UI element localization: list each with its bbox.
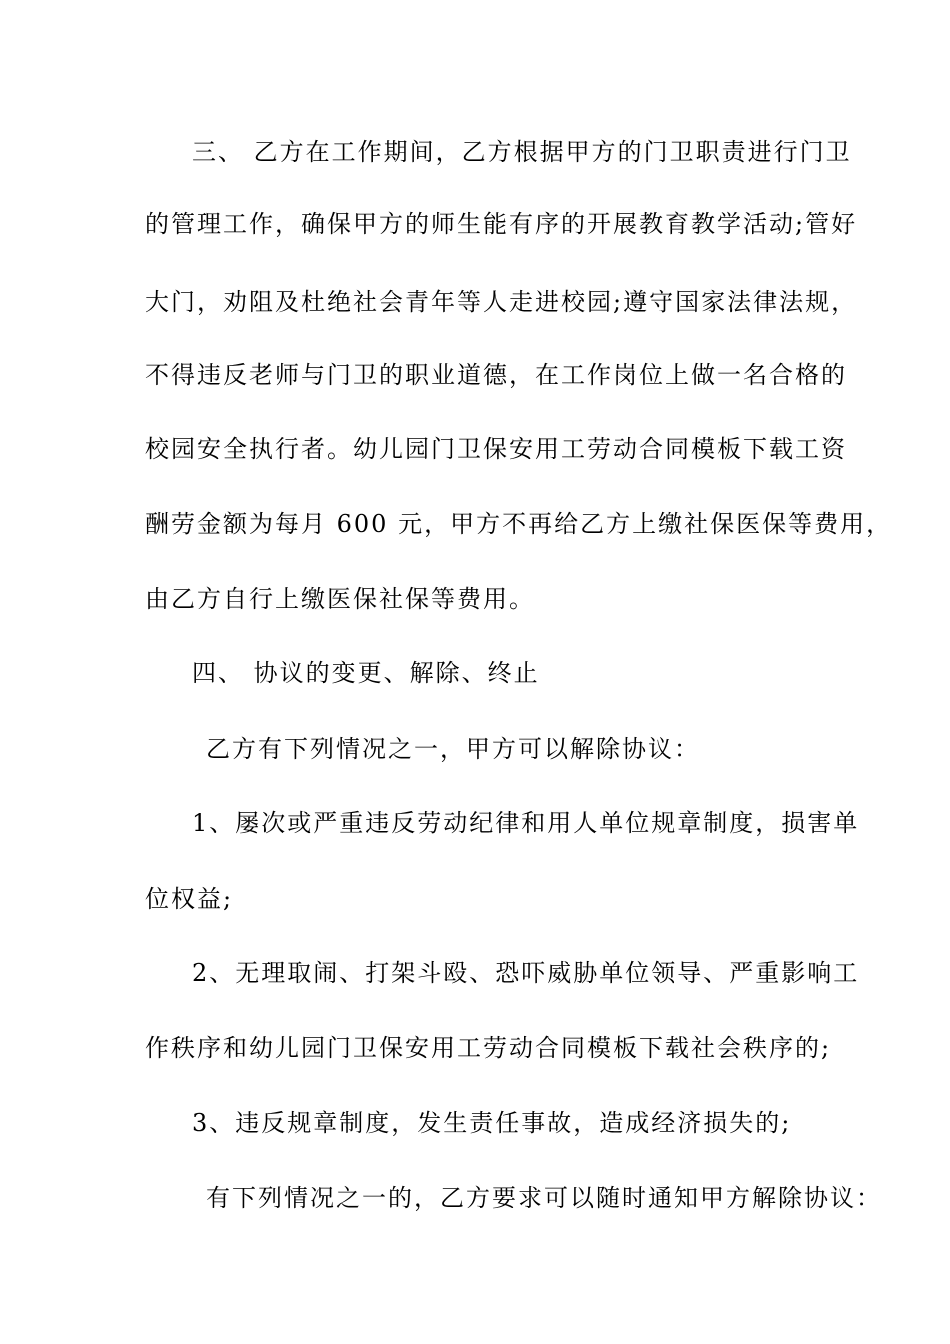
list-item-continuation: 位权益;	[145, 885, 234, 913]
list-item: 2、无理取闹、打架斗殴、恐吓威胁单位领导、严重影响工	[192, 959, 860, 987]
paragraph-line: 校园安全执行者。幼儿园门卫保安用工劳动合同模板下载工资	[145, 435, 847, 463]
paragraph-line: 不得违反老师与门卫的职业道德，在工作岗位上做一名合格的	[145, 361, 847, 389]
paragraph-line: 乙方有下列情况之一，甲方可以解除协议：	[206, 735, 700, 763]
paragraph-line: 三、 乙方在工作期间，乙方根据甲方的门卫职责进行门卫	[192, 138, 852, 166]
paragraph-line: 的管理工作，确保甲方的师生能有序的开展教育教学活动;管好	[145, 210, 858, 238]
list-item-continuation: 作秩序和幼儿园门卫保安用工劳动合同模板下载社会秩序的;	[145, 1034, 832, 1062]
list-item: 3、违反规章制度，发生责任事故，造成经济损失的;	[192, 1109, 792, 1137]
paragraph-line: 大门，劝阻及杜绝社会青年等人走进校园;遵守国家法律法规，	[145, 288, 858, 316]
section-heading: 四、 协议的变更、解除、终止	[192, 659, 540, 687]
list-item: 1、屡次或严重违反劳动纪律和用人单位规章制度，损害单	[192, 809, 860, 837]
paragraph-line: 由乙方自行上缴医保社保等费用。	[145, 585, 535, 613]
paragraph-line: 酬劳金额为每月 600 元，甲方不再给乙方上缴社保医保等费用，	[145, 510, 893, 538]
paragraph-line: 有下列情况之一的，乙方要求可以随时通知甲方解除协议：	[206, 1184, 882, 1212]
